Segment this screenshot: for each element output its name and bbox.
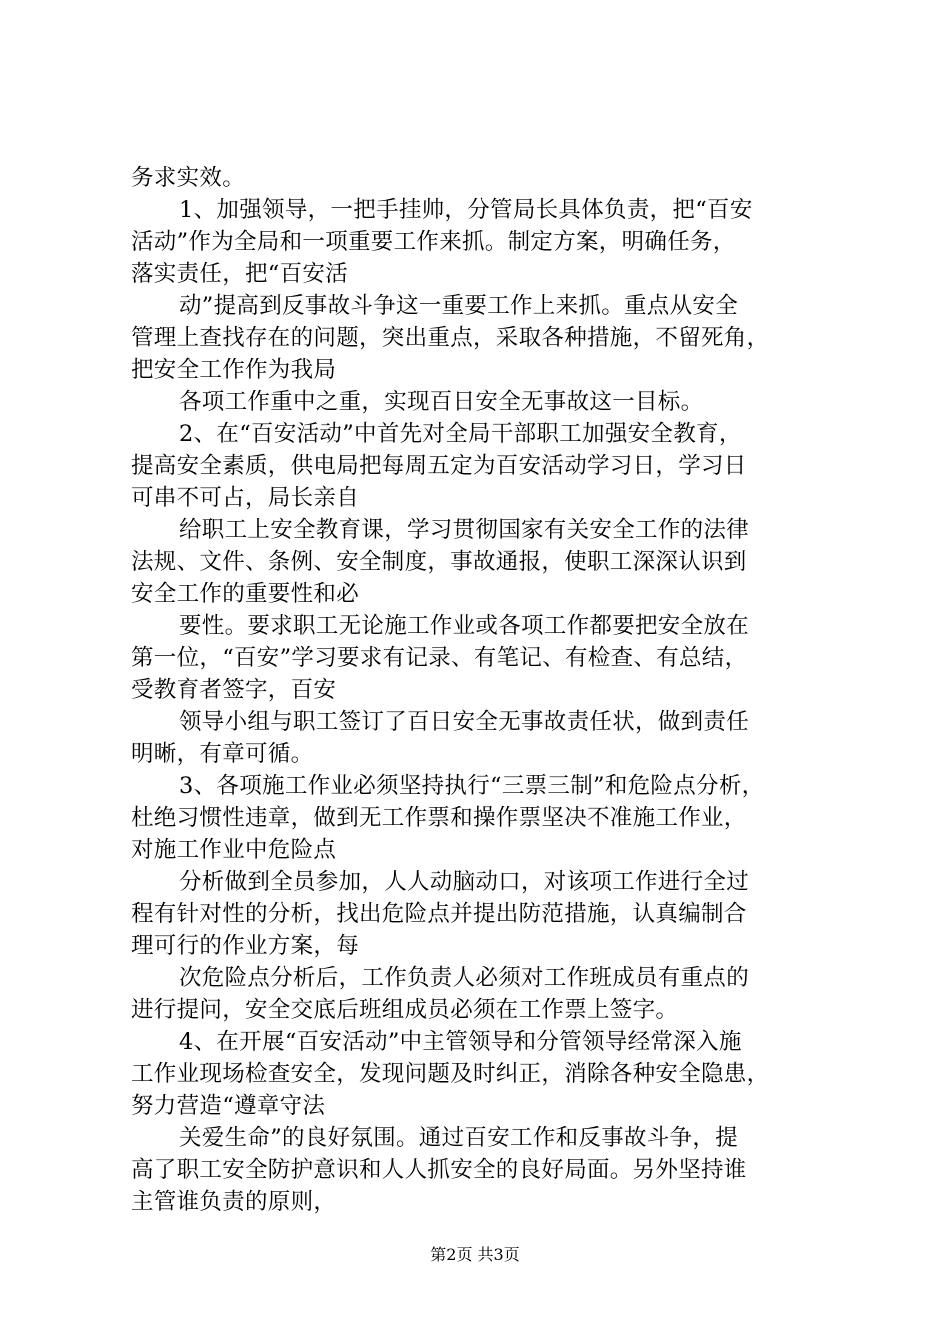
text-line: 法规、文件、条例、安全制度，事故通报，使职工深深认识到: [131, 549, 747, 575]
text-line: 高了职工安全防护意识和人人抓安全的良好局面。另外坚持谁: [131, 1157, 747, 1183]
text-line: 第一位，“百安”学习要求有记录、有笔记、有检查、有总结，: [131, 645, 748, 671]
text-line: 可串不可占，局长亲自: [131, 485, 360, 511]
text-line: 3、各项施工作业必须坚持执行“三票三制”和危险点分析，: [179, 773, 765, 799]
text-line: 理可行的作业方案，每: [131, 933, 360, 959]
text-line: 分析做到全员参加，人人动脑动口，对该项工作进行全过: [179, 869, 750, 895]
text-line: 努力营造“遵章守法: [131, 1093, 326, 1119]
text-line: 各项工作重中之重，实现百日安全无事故这一目标。: [179, 389, 704, 415]
text-line: 要性。要求职工无论施工作业或各项工作都要把安全放在: [179, 613, 750, 639]
text-line: 给职工上安全教育课，学习贯彻国家有关安全工作的法律: [179, 517, 750, 543]
text-line: 动”提高到反事故斗争这一重要工作上来抓。重点从安全: [179, 293, 739, 319]
text-line: 工作业现场检查安全，发现问题及时纠正，消除各种安全隐患，: [131, 1061, 770, 1087]
text-line: 管理上查找存在的问题，突出重点，采取各种措施，不留死角，: [131, 325, 770, 351]
text-line: 活动”作为全局和一项重要工作来抓。制定方案，明确任务，: [131, 229, 736, 255]
text-line: 把安全工作作为我局: [131, 357, 337, 383]
body-text: [131, 162, 841, 1218]
text-line: 关爱生命”的良好氛围。通过百安工作和反事故斗争，提: [179, 1125, 739, 1151]
text-line: 提高安全素质，供电局把每周五定为百安活动学习日，学习日: [131, 453, 747, 479]
page-number: 第2页 共3页: [430, 1245, 520, 1264]
text-line: 进行提问，安全交底后班组成员必须在工作票上签字。: [131, 997, 679, 1023]
text-line: 务求实效。: [131, 165, 246, 191]
text-line: 安全工作的重要性和必: [131, 581, 360, 607]
text-line: 杜绝习惯性违章，做到无工作票和操作票坚决不准施工作业，: [131, 805, 747, 831]
text-line: 受教育者签字，百安: [131, 677, 337, 703]
text-line: 次危险点分析后，工作负责人必须对工作班成员有重点的: [179, 965, 750, 991]
text-line: 4、在开展“百安活动”中主管领导和分管领导经常深入施: [179, 1029, 742, 1055]
text-line: 主管谁负责的原则，: [131, 1189, 337, 1215]
text-line: 领导小组与职工签订了百日安全无事故责任状，做到责任: [179, 709, 750, 735]
text-line: 程有针对性的分析，找出危险点并提出防范措施，认真编制合: [131, 901, 747, 927]
text-line: 2、在“百安活动”中首先对全局干部职工加强安全教育，: [179, 421, 742, 447]
page-footer: [0, 1245, 950, 1265]
text-line: 明晰，有章可循。: [131, 741, 314, 767]
text-line: 落实责任，把“百安活: [131, 261, 349, 287]
text-line: 对施工作业中危险点: [131, 837, 337, 863]
text-line: 1、加强领导，一把手挂帅，分管局长具体负责，把“百安: [179, 197, 753, 223]
